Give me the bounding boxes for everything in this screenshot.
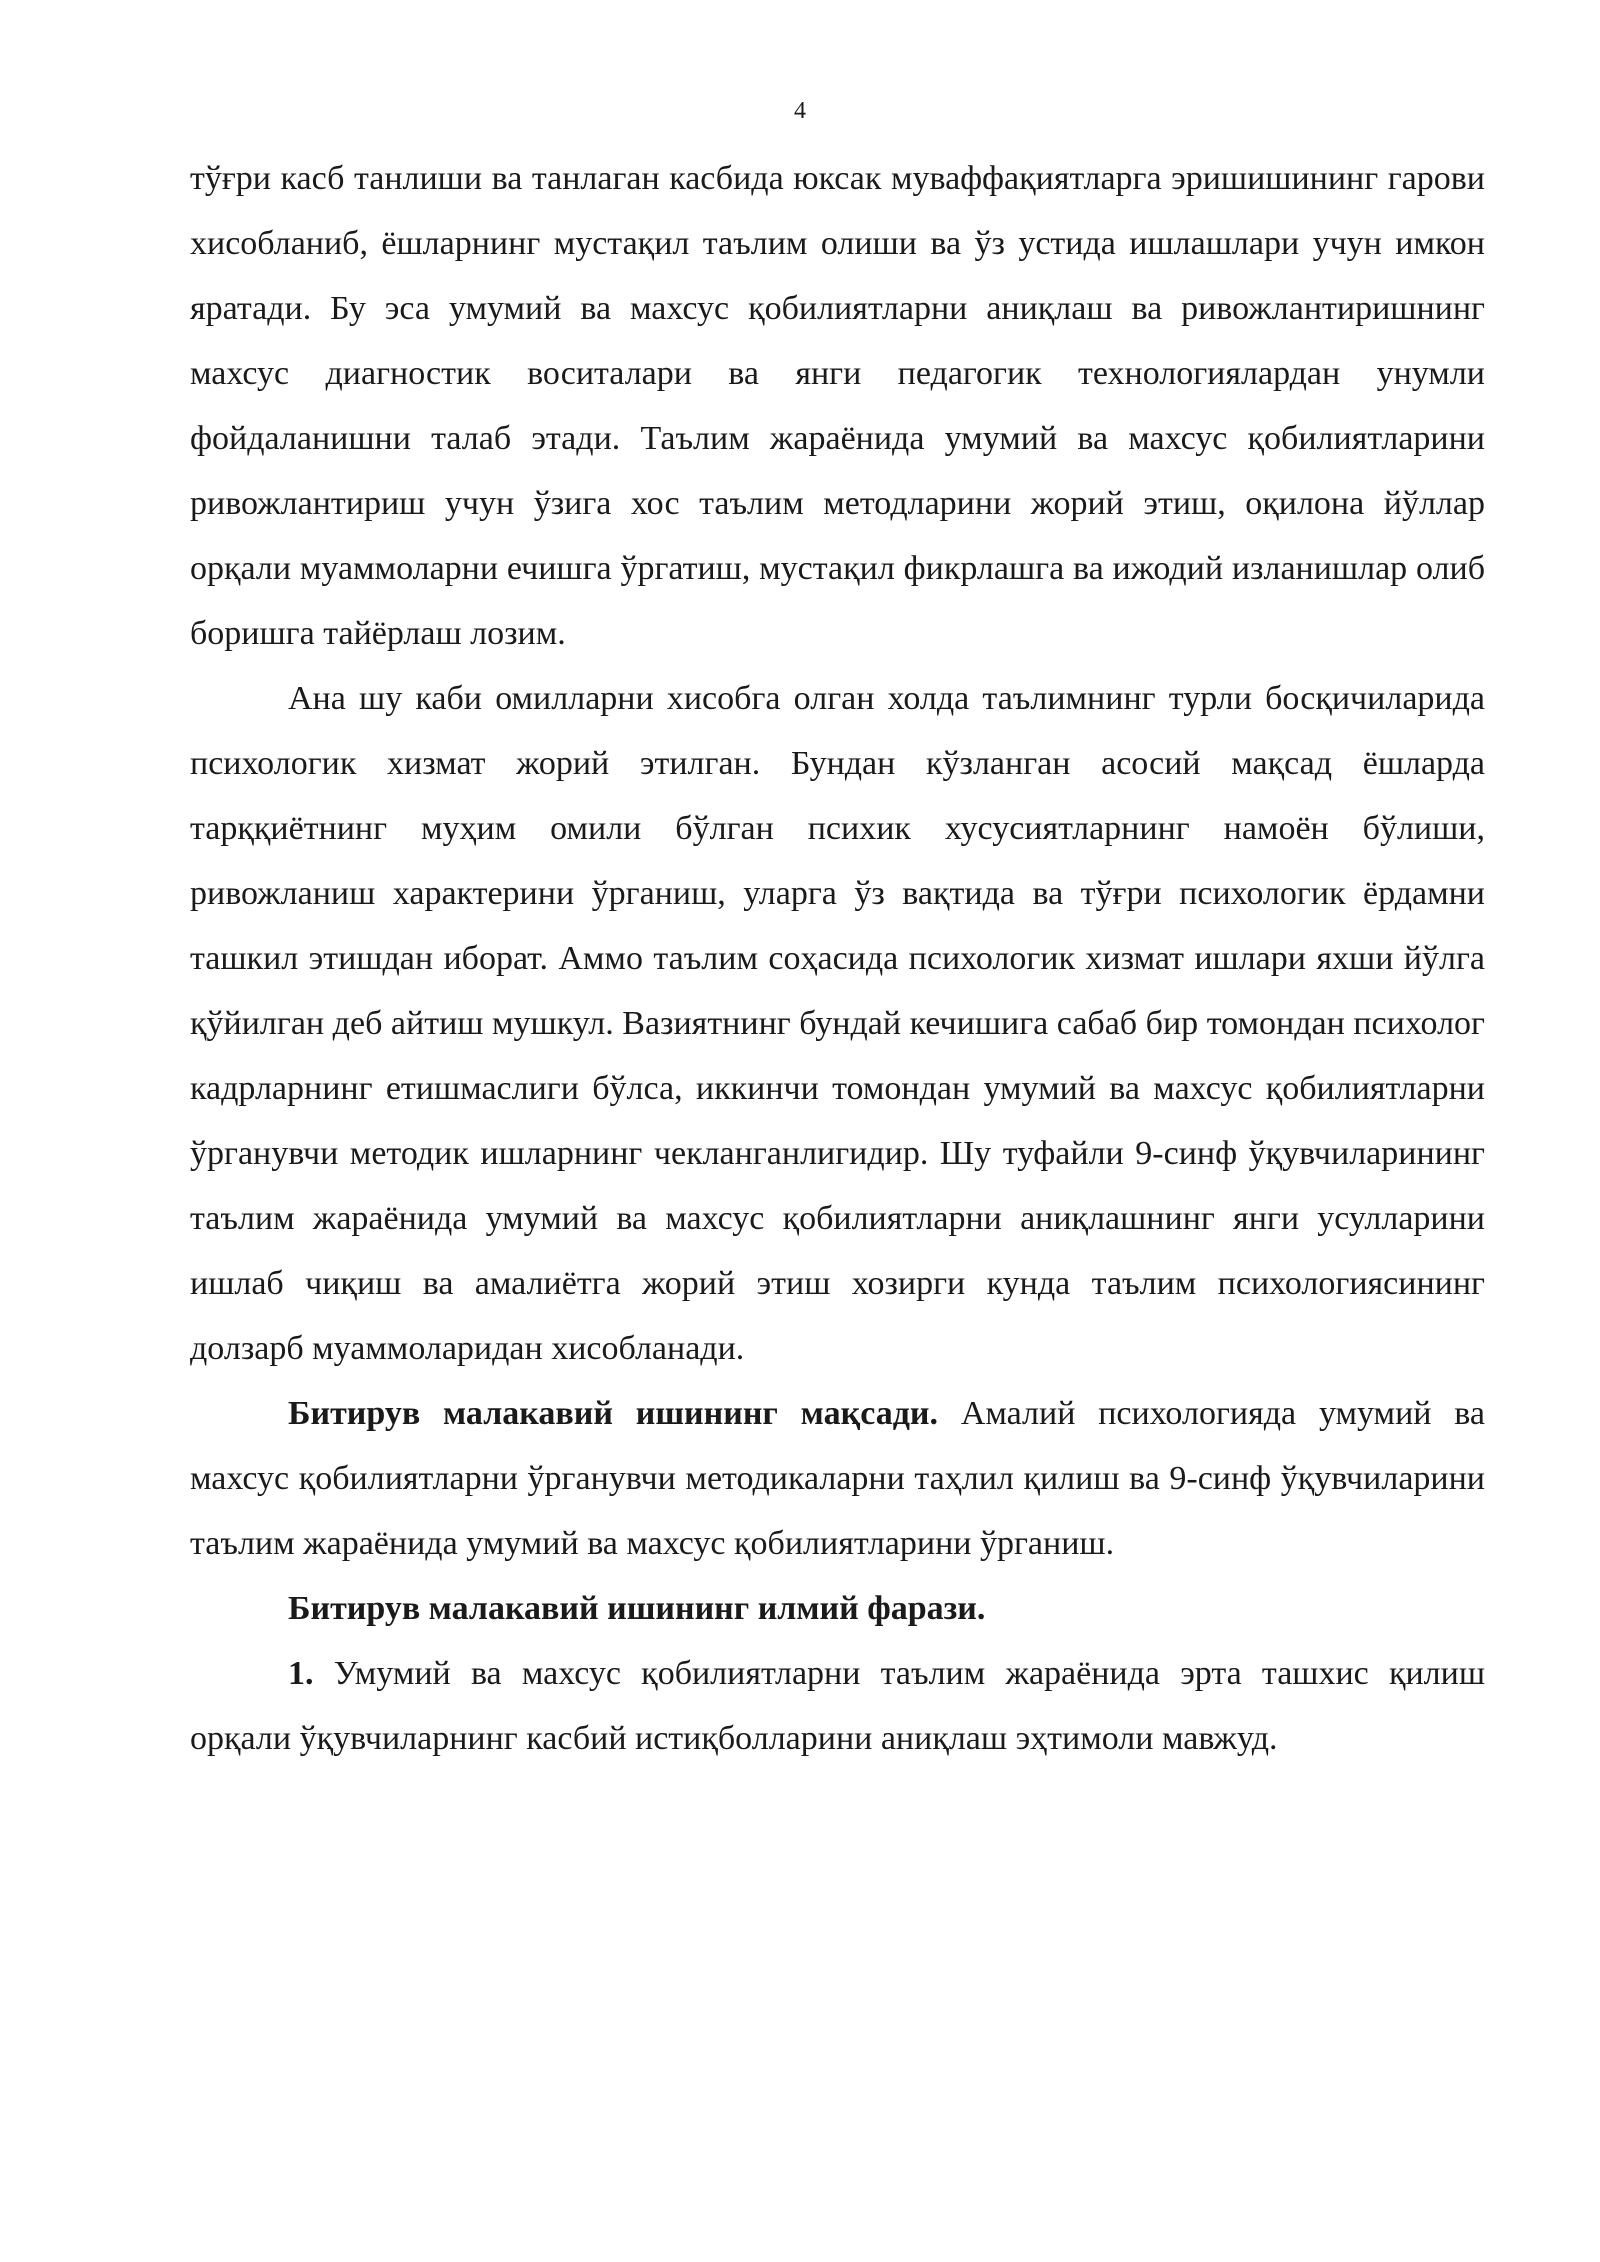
paragraph-hypothesis-item-1: [190, 1641, 1485, 1771]
hypothesis-heading: Битирув малакавий ишининг илмий фарази.: [288, 1590, 986, 1627]
paragraph-goal: [190, 1381, 1485, 1576]
paragraph-continuation: тўғри касб танлиши ва танлаган касбида юксак муваффақиятларга эришишининг гарови хисобланиб, ёшларнинг мустақил таълим олиши ва ўз устида ишлашлари учун имкон яратади. Бу эса умумий ва махсус қобилиятларни аниқлаш ва ривожлантиришнинг махсус диагностик воситалари ва янги педагогик технологиялардан унумли фойдаланишни талаб этади. Таълим жараёнида умумий ва махсус қобилиятларини ривожлантириш учун ўзига хос таълим методларини жорий этиш, оқилона йўллар орқали муаммоларни ечишга ўргатиш, мустақил фикрлашга ва ижодий изланишлар олиб боришга тайёрлаш лозим.: [190, 160, 1485, 652]
hypothesis-item-number: 1.: [288, 1655, 314, 1692]
page-number: 4: [794, 98, 806, 124]
goal-text: Амалий психологияда умумий ва махсус қобилиятларни ўрганувчи методикаларни таҳлил қилиш ва 9-синф ўқувчиларини таълим жараёнида умумий ва махсус қобилиятларини ўрганиш.: [190, 1395, 1485, 1562]
hypothesis-item-text: Умумий ва махсус қобилиятларни таълим жараёнида эрта ташхис қилиш орқали ўқувчиларнинг касбий истиқболларини аниқлаш эҳтимоли мавжуд.: [190, 1655, 1485, 1757]
paragraph-hypothesis-heading: [190, 1576, 1485, 1641]
paragraph-psychological-service: Ана шу каби омилларни хисобга олган холда таълимнинг турли босқичиларида психологик хизмат жорий этилган. Бундан кўзланган асосий мақсад ёшларда тарққиётнинг муҳим омили бўлган психик хусусиятларнинг намоён бўлиши, ривожланиш характерини ўрганиш, уларга ўз вақтида ва тўғри психологик ёрдамни ташкил этишдан иборат. Аммо таълим соҳасида психологик хизмат ишлари яхши йўлга қўйилган деб айтиш мушкул. Вазиятнинг бундай кечишига сабаб бир томондан психолог кадрларнинг етишмаслиги бўлса, иккинчи томондан умумий ва махсус қобилиятларни ўрганувчи методик ишларнинг чекланганлигидир. Шу туфайли 9-синф ўқувчиларининг таълим жараёнида умумий ва махсус қобилиятларни аниқлашнинг янги усулларини ишлаб чиқиш ва амалиётга жорий этиш хозирги кунда таълим психологиясининг долзарб муаммоларидан хисобланади.: [190, 680, 1485, 1367]
goal-heading: Битирув малакавий ишининг мақсади.: [288, 1395, 938, 1432]
document-body: [190, 146, 1485, 1771]
